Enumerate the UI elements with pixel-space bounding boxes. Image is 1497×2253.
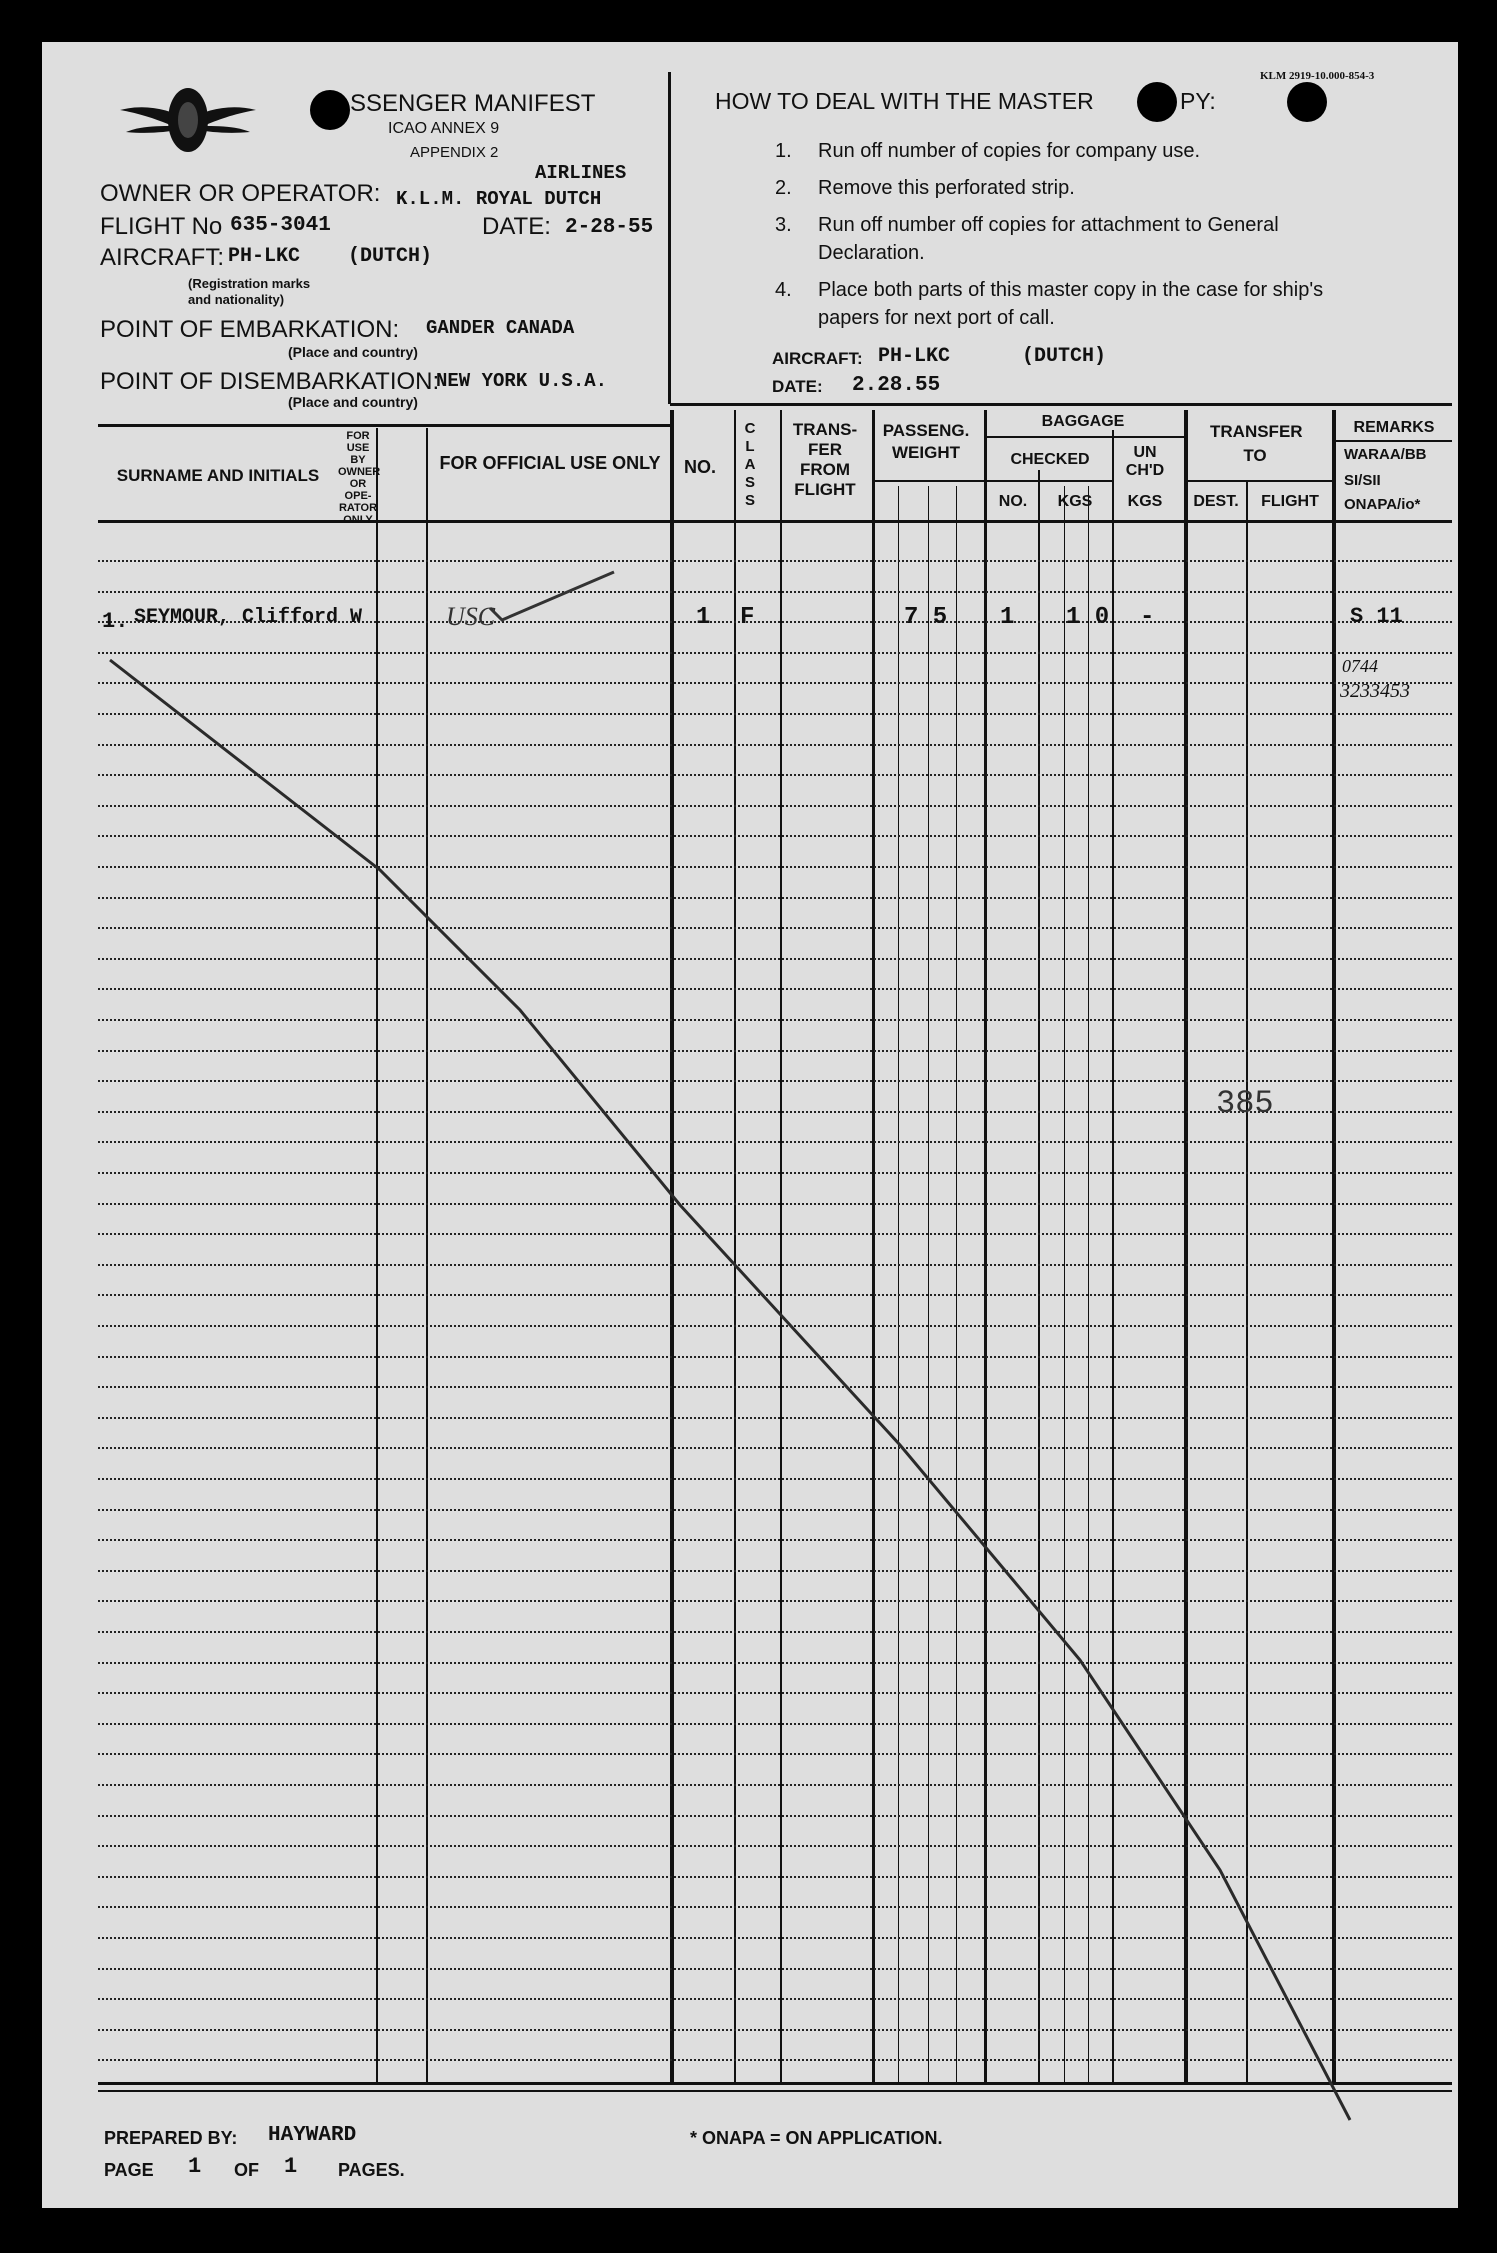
disembarkation-value: NEW YORK U.S.A.	[436, 370, 608, 392]
col-bag-kgs: KGS	[1057, 493, 1093, 510]
col-remarks: REMARKS	[1353, 419, 1435, 436]
of-value: 1	[284, 2154, 298, 2179]
remarks-sub-1: WARAA/BB	[1344, 446, 1427, 463]
form-title: SSENGER MANIFEST	[350, 90, 596, 117]
instr-aircraft-value: PH-LKC (DUTCH)	[878, 345, 1107, 368]
of-label: OF	[234, 2160, 259, 2180]
passenger-name: SEYMOUR, Clifford W	[134, 606, 363, 629]
pages-label: PAGES.	[338, 2160, 405, 2180]
col-unchd: UN CH'D	[1125, 444, 1165, 479]
col-bag-no: NO.	[998, 493, 1028, 510]
form-code: KLM 2919-10.000-854-3	[1260, 70, 1375, 82]
registration-note-2: and nationality)	[188, 292, 285, 307]
instruction-num-2: 2.	[775, 177, 792, 199]
passenger-class: F	[740, 604, 755, 631]
instr-date-value: 2.28.55	[852, 374, 941, 397]
owner-value: K.L.M. ROYAL DUTCH	[396, 188, 602, 210]
instruction-text-2: Remove this perforated strip.	[818, 177, 1075, 199]
date-value: 2-28-55	[565, 216, 654, 239]
aircraft-value: PH-LKC (DUTCH)	[228, 245, 433, 268]
col-checked: CHECKED	[1010, 451, 1090, 468]
place-country-note: (Place and country)	[288, 344, 418, 360]
flight-value: 635-3041	[230, 214, 331, 237]
remarks-sub-3: ONAPA/io*	[1344, 496, 1421, 513]
col-baggage: BAGGAGE	[1041, 413, 1125, 430]
prepared-value: HAYWARD	[268, 2124, 357, 2147]
onapa-note: * ONAPA = ON APPLICATION.	[690, 2128, 943, 2148]
col-flight: FLIGHT	[1261, 493, 1319, 510]
instruction-num-4: 4.	[775, 279, 792, 301]
col-surname: SURNAME AND INITIALS	[116, 466, 320, 485]
embarkation-label: POINT OF EMBARKATION:	[100, 316, 400, 343]
instruction-text-1: Run off number of copies for company use.	[818, 140, 1201, 162]
baggage-count: 1	[1000, 604, 1015, 631]
instruction-text-4b: papers for next port of call.	[818, 307, 1055, 329]
col-weight: PASSENG. WEIGHT	[882, 421, 970, 462]
appendix: APPENDIX 2	[410, 144, 499, 161]
col-owner-use: FOR USE BY OWNER OR OPE- RATOR ONLY	[338, 430, 381, 526]
embarkation-value: GANDER CANADA	[426, 317, 575, 339]
remarks-sub-2: SI/SII	[1344, 472, 1381, 489]
col-unchd-kgs: KGS	[1127, 493, 1163, 510]
instruction-text-3: Run off number off copies for attachment to General	[818, 214, 1279, 236]
baggage-kgs: 1 0	[1066, 604, 1110, 631]
remarks-note-1: 0744	[1342, 656, 1378, 676]
page-value: 1	[188, 2154, 202, 2179]
remarks-value: S 11	[1350, 604, 1403, 629]
instruction-text-4: Place both parts of this master copy in the case for ship's	[818, 279, 1324, 301]
owner-label: OWNER OR OPERATOR:	[100, 180, 381, 207]
page-label: PAGE	[104, 2160, 154, 2180]
col-transfer-to: TRANSFER TO	[1210, 422, 1303, 465]
instruction-text-3b: Declaration.	[818, 242, 925, 264]
instr-aircraft-label: AIRCRAFT:	[772, 349, 863, 368]
passenger-weight: 7 5	[904, 604, 948, 631]
col-class: C L A S S	[744, 420, 756, 509]
instructions-title: HOW TO DEAL WITH THE MASTER	[715, 88, 1094, 114]
prepared-label: PREPARED BY:	[104, 2128, 238, 2148]
date-label: DATE:	[482, 213, 551, 240]
row-index: 1.	[102, 609, 129, 634]
flight-label: FLIGHT No	[100, 213, 223, 240]
registration-note: (Registration marks	[188, 276, 311, 291]
instructions-title-end: PY:	[1180, 88, 1216, 114]
owner-value-line1: AIRLINES	[535, 162, 627, 184]
col-dest: DEST.	[1193, 493, 1239, 510]
instruction-num-1: 1.	[775, 140, 792, 162]
official-initials: USC	[446, 602, 496, 631]
aircraft-label: AIRCRAFT:	[100, 244, 225, 271]
place-country-note-2: (Place and country)	[288, 394, 418, 410]
col-no: NO.	[683, 457, 716, 477]
total-note: 385	[1216, 1085, 1274, 1122]
col-official: FOR OFFICIAL USE ONLY	[439, 453, 661, 473]
remarks-note-2: 3233453	[1340, 680, 1410, 702]
passenger-no: 1	[696, 604, 711, 631]
icao-annex: ICAO ANNEX 9	[388, 120, 500, 137]
disembarkation-label: POINT OF DISEMBARKATION:	[100, 368, 440, 395]
instruction-num-3: 3.	[775, 214, 792, 236]
col-transfer-from: TRANS- FER FROM FLIGHT	[792, 420, 858, 499]
instr-date-label: DATE:	[772, 377, 823, 396]
unchecked-kgs: -	[1140, 604, 1155, 631]
